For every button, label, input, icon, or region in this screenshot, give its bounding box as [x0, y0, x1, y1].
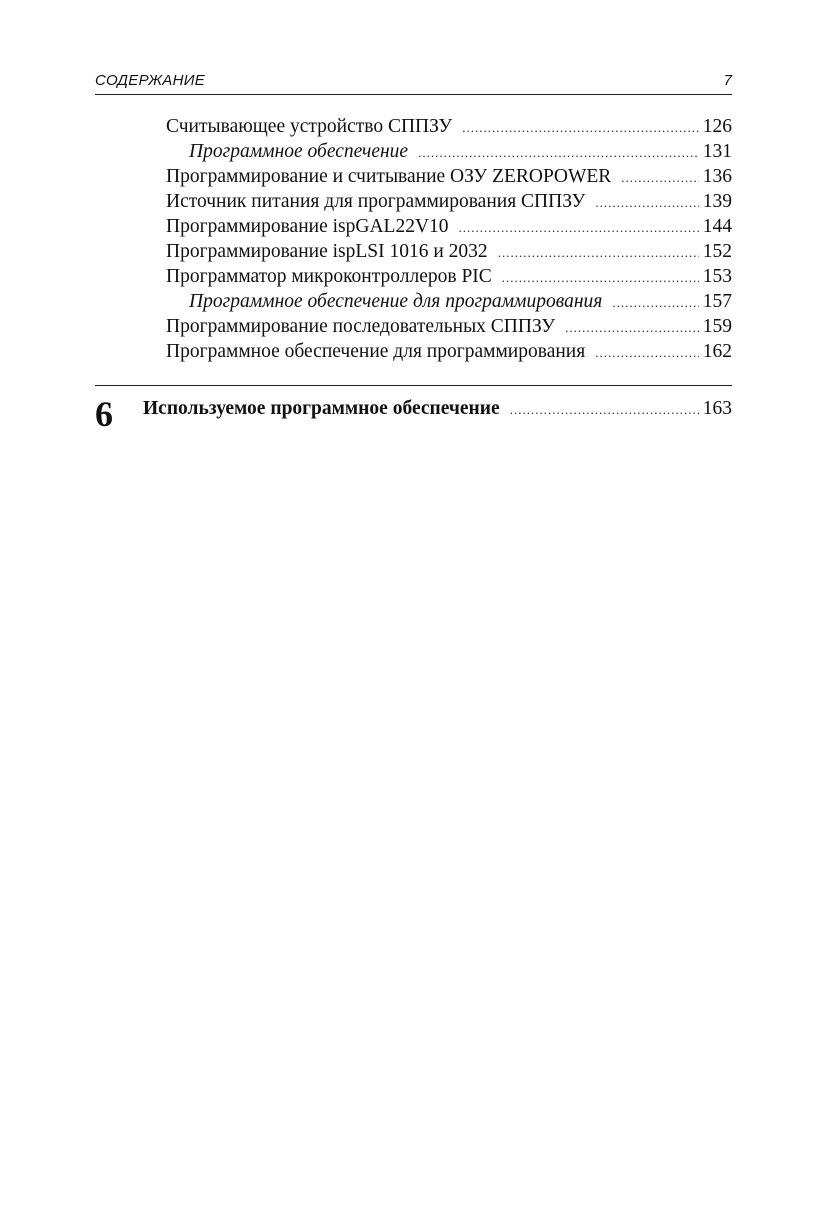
dot-leader	[502, 265, 699, 290]
header-page-number: 7	[723, 72, 732, 89]
dot-leader	[565, 315, 699, 340]
toc-entry-page: 157	[702, 291, 732, 312]
chapter-entry[interactable]	[143, 396, 732, 422]
dot-leader	[462, 115, 699, 140]
toc-entry[interactable]	[166, 164, 732, 189]
running-header	[95, 70, 732, 95]
toc-entry[interactable]	[166, 314, 732, 339]
toc-entry[interactable]	[166, 189, 732, 214]
chapter-title: Используемое программное обеспечение	[143, 398, 500, 419]
header-title: СОДЕРЖАНИЕ	[95, 72, 206, 89]
toc-entry-page: 139	[702, 191, 732, 212]
toc-entry-title: Программирование последовательных СППЗУ	[166, 316, 556, 337]
chapter-number: 6	[95, 394, 113, 434]
toc-entry-title: Программное обеспечение	[189, 141, 409, 162]
toc-entry[interactable]	[166, 214, 732, 239]
chapter-page: 163	[702, 398, 732, 419]
toc-entry-title: Программирование ispGAL22V10	[166, 216, 449, 237]
toc-entry-title: Источник питания для программирования СППЗУ	[166, 191, 586, 212]
toc-entry[interactable]	[166, 339, 732, 364]
toc-entry-sub[interactable]	[166, 139, 732, 164]
toc-entry[interactable]	[166, 114, 732, 139]
toc-entry-title: Программатор микроконтроллеров PIC	[166, 266, 492, 287]
toc-entry-page: 152	[702, 241, 732, 262]
dot-leader	[612, 290, 698, 315]
dot-leader	[621, 165, 698, 190]
toc-entry-page: 153	[702, 266, 732, 287]
toc-entry-title: Программирование ispLSI 1016 и 2032	[166, 241, 488, 262]
dot-leader	[510, 397, 699, 422]
toc-entry-page: 126	[702, 116, 732, 137]
dot-leader	[459, 215, 699, 240]
toc-entry-title: Программное обеспечение для программирования	[189, 291, 603, 312]
dot-leader	[595, 190, 698, 215]
toc-entry-title: Считывающее устройство СППЗУ	[166, 116, 453, 137]
dot-leader	[595, 340, 699, 365]
toc-entry[interactable]	[166, 264, 732, 289]
dot-leader	[498, 240, 699, 265]
toc-entry-title: Программирование и считывание ОЗУ ZEROPOWER	[166, 166, 612, 187]
toc-entry-page: 144	[702, 216, 732, 237]
toc-entry-page: 159	[702, 316, 732, 337]
toc-entry-page: 162	[702, 341, 732, 362]
toc-entry-title: Программное обеспечение для программирования	[166, 341, 586, 362]
toc-entry[interactable]	[166, 239, 732, 264]
toc-entry-page: 131	[702, 141, 732, 162]
toc-entry-page: 136	[702, 166, 732, 187]
toc-list	[166, 114, 732, 364]
dot-leader	[418, 140, 699, 165]
chapter-divider	[95, 385, 732, 386]
toc-entry-sub[interactable]	[166, 289, 732, 314]
